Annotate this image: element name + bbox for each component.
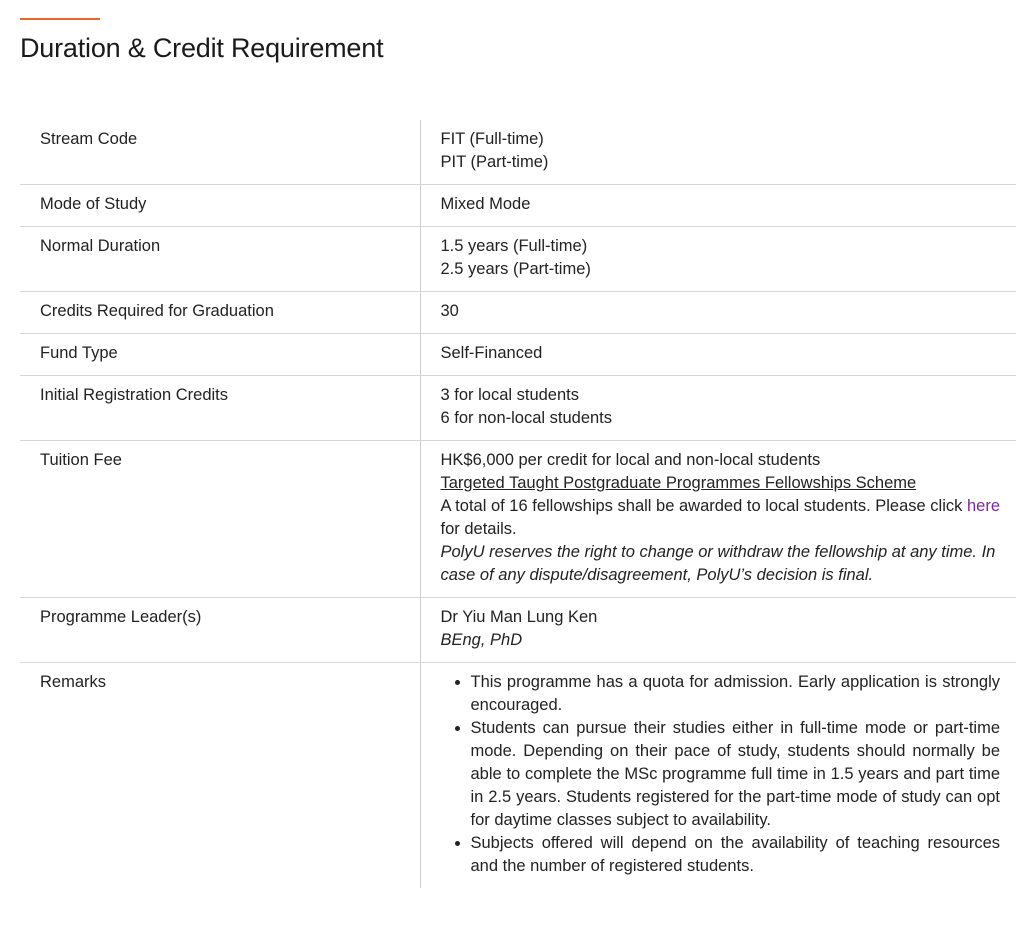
fellowship-text-body: A total of 16 fellowships shall be awarded to local students. Please click xyxy=(440,497,963,515)
row-credits-required xyxy=(20,292,1016,334)
remarks-label: Remarks xyxy=(40,673,107,691)
tuition-fee-amount: HK$6,000 per credit for local and non-local students xyxy=(440,451,821,469)
remarks-item: • Subjects offered will depend on the availability of teaching resources and the number of registered students. xyxy=(471,832,1001,878)
mode-of-study-value: Mixed Mode xyxy=(420,185,1016,227)
here-link[interactable]: here xyxy=(966,497,1001,515)
credits-required-label: Credits Required for Graduation xyxy=(20,292,420,334)
row-stream-code xyxy=(20,120,1016,185)
section-accent-bar xyxy=(20,18,100,20)
normal-duration-label: Normal Duration xyxy=(20,227,420,292)
row-remarks xyxy=(20,663,1016,889)
row-programme-leader xyxy=(20,598,1016,663)
stream-code-parttime: PIT (Part-time) xyxy=(440,153,549,171)
tuition-fee-value xyxy=(420,441,1016,598)
remarks-list xyxy=(441,671,1001,878)
fellowship-text xyxy=(441,495,1001,541)
registration-local: 3 for local students xyxy=(440,386,579,404)
row-initial-registration xyxy=(20,376,1016,441)
programme-leader-value xyxy=(420,598,1016,663)
fund-type-label: Fund Type xyxy=(20,334,420,376)
row-normal-duration xyxy=(20,227,1016,292)
row-fund-type xyxy=(20,334,1016,376)
mode-of-study-label: Mode of Study xyxy=(20,185,420,227)
stream-code-label: Stream Code xyxy=(20,120,420,185)
programme-leader-qualifications: BEng, PhD xyxy=(440,631,523,649)
row-tuition-fee xyxy=(20,441,1016,598)
fellowship-disclaimer: PolyU reserves the right to change or withdraw the fellowship at any time. In case of any dispute/disagreement, PolyU’s decision is final. xyxy=(440,543,996,584)
remarks-item: • Students can pursue their studies either in full-time mode or part-time mode. Depending on their pace of study, students should normally be able to complete the MSc programme full time in 1.5 years and part time in 2.5 years. Students registered for the part-time mode of study can opt for daytime classes subject to availability. xyxy=(471,717,1001,832)
credits-required-value: 30 xyxy=(420,292,1016,334)
initial-registration-label: Initial Registration Credits xyxy=(20,376,420,441)
remarks-value xyxy=(420,663,1016,889)
fellowship-scheme-link[interactable]: Targeted Taught Postgraduate Programmes Fellowships Scheme xyxy=(440,474,917,492)
duration-parttime: 2.5 years (Part-time) xyxy=(440,260,591,278)
row-mode-of-study xyxy=(20,185,1016,227)
requirements-table xyxy=(20,120,1016,888)
remarks-item: • This programme has a quota for admission. Early application is strongly encouraged. xyxy=(471,671,1001,717)
section-title: Duration & Credit Requirement xyxy=(20,33,384,63)
details-suffix: for details. xyxy=(440,520,517,538)
stream-code-value xyxy=(420,120,1016,185)
stream-code-fulltime: FIT (Full-time) xyxy=(440,130,544,148)
tuition-fee-label: Tuition Fee xyxy=(20,441,420,598)
duration-fulltime: 1.5 years (Full-time) xyxy=(440,237,588,255)
normal-duration-value xyxy=(420,227,1016,292)
programme-leader-name: Dr Yiu Man Lung Ken xyxy=(440,608,598,626)
programme-leader-label: Programme Leader(s) xyxy=(20,598,420,663)
fund-type-value: Self-Financed xyxy=(420,334,1016,376)
initial-registration-value xyxy=(420,376,1016,441)
registration-nonlocal: 6 for non-local students xyxy=(440,409,613,427)
